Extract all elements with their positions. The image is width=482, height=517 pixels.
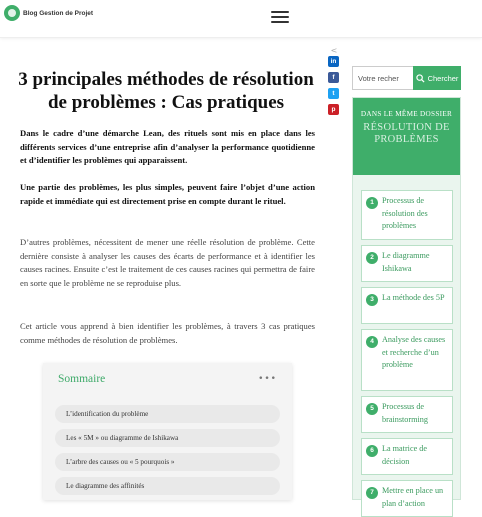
step-label: Mettre en place un plan d’action: [382, 486, 444, 508]
table-of-contents: [43, 363, 292, 500]
step-number-badge: 2: [366, 252, 378, 264]
toc-toggle-icon[interactable]: •••: [258, 374, 277, 384]
logo-text: Blog Gestion de Projet: [23, 9, 94, 17]
site-header: [0, 0, 482, 38]
linkedin-share-icon[interactable]: in: [328, 56, 339, 67]
pinterest-share-icon[interactable]: p: [328, 104, 339, 115]
hamburger-menu-icon[interactable]: [271, 11, 289, 24]
dossier-steps: [353, 175, 460, 508]
dossier-step[interactable]: [361, 190, 453, 240]
step-number-badge: 7: [366, 487, 378, 499]
step-label: La matrice de décision: [382, 444, 428, 466]
dossier-header: [353, 98, 460, 175]
intro-paragraph: Dans le cadre d’une démarche Lean, des rituels sont mis en place dans les différents services d’une entreprise afin d’analyser la performance quotidienne et d’identifier les problèmes qui apparaissent.: [20, 128, 315, 165]
dossier-step[interactable]: [361, 287, 453, 324]
dossier-title: RÉSOLUTION DE PROBLÈMES: [363, 122, 450, 145]
step-label: La méthode des 5P: [382, 293, 445, 302]
dossier-kicker: DANS LE MÊME DOSSIER: [360, 110, 453, 118]
toc-item[interactable]: L’identification du problème: [55, 405, 280, 423]
logo-mark-icon: [4, 5, 20, 21]
search-icon: [416, 74, 425, 83]
search-button-label: Chercher: [427, 73, 459, 83]
toc-item[interactable]: L’arbre des causes ou « 5 pourquois »: [55, 453, 280, 471]
step-label: Processus de brainstorming: [382, 402, 428, 424]
site-logo[interactable]: [4, 5, 93, 21]
step-label: Le diagramme Ishikawa: [382, 251, 430, 273]
toc-title: Sommaire: [58, 373, 106, 385]
dossier-step[interactable]: [361, 438, 453, 475]
step-label: Analyse des causes et recherche d’un problème: [382, 335, 446, 369]
dossier-step[interactable]: [361, 396, 453, 433]
dossier-step[interactable]: [361, 245, 453, 282]
toc-item[interactable]: Les « 5M » ou diagramme de Ishikawa: [55, 429, 280, 447]
step-label: Processus de résolution des problèmes: [382, 196, 428, 230]
share-icon: <: [330, 46, 338, 55]
toc-item[interactable]: Le diagramme des affinités: [55, 477, 280, 495]
search-button[interactable]: [413, 66, 461, 90]
search-input[interactable]: [352, 66, 414, 90]
share-bar: [328, 46, 340, 120]
related-dossier: [352, 97, 461, 508]
paragraph-article-scope: Cet article vous apprend à bien identifier les problèmes, à travers 3 cas pratiques comme méthodes de résolution de problèmes.: [20, 321, 315, 345]
step-number-badge: 1: [366, 197, 378, 209]
paragraph-root-causes: D’autres problèmes, nécessitent de mener une réelle résolution de problème. Cette dernière consiste à analyser les causes des écarts de performance et à identifier les causes racines. Ensuite c’est le traitement de ces causes racines qui permettra de faire en sorte que le problème ne se reproduise plus.: [20, 237, 315, 288]
step-number-badge: 5: [366, 403, 378, 415]
dossier-step[interactable]: [361, 329, 453, 391]
dossier-step[interactable]: [361, 480, 453, 517]
toc-header: [43, 363, 292, 395]
twitter-share-icon[interactable]: t: [328, 88, 339, 99]
paragraph-quick-actions: Une partie des problèmes, les plus simples, peuvent faire l’objet d’une action rapide et immédiate qui est directement prise en compte durant le rituel.: [20, 182, 315, 206]
step-number-badge: 3: [366, 294, 378, 306]
article-title: 3 principales méthodes de résolution de problèmes : Cas pratiques: [18, 69, 314, 113]
step-number-badge: 6: [366, 445, 378, 457]
step-number-badge: 4: [366, 336, 378, 348]
facebook-share-icon[interactable]: f: [328, 72, 339, 83]
